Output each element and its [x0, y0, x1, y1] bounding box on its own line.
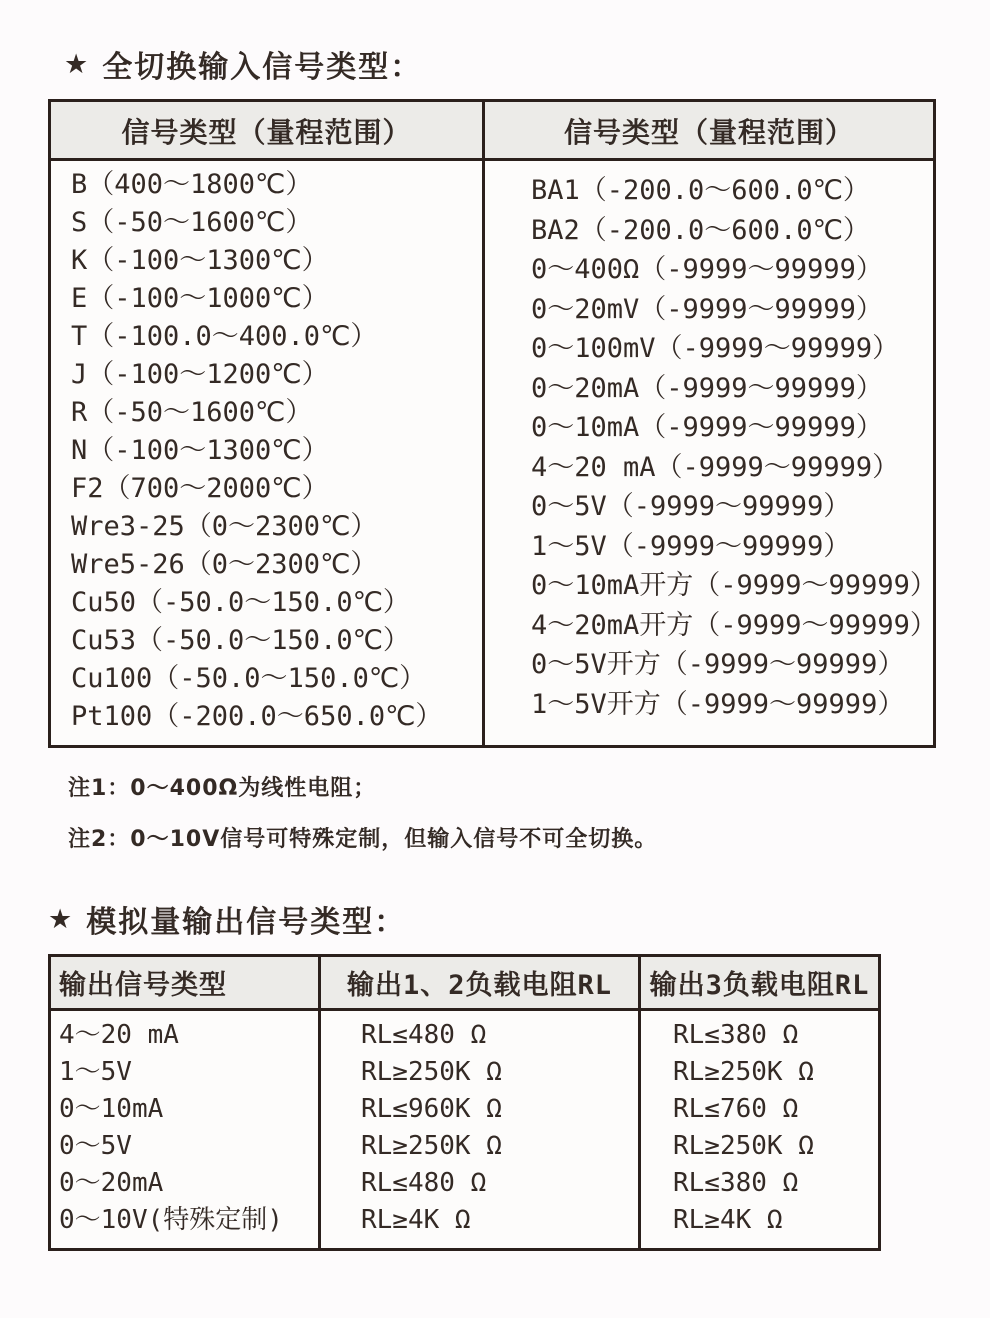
table-row: RL≤480 Ω — [361, 1168, 487, 1198]
table-row: BA1（-200.0～600.0℃） — [531, 175, 870, 206]
table-row: N（-100～1300℃） — [71, 435, 329, 466]
section-title-text: 全切换输入信号类型： — [102, 50, 423, 85]
table-row: Wre5-26（0～2300℃） — [71, 549, 378, 580]
table-row: RL≥250K Ω — [673, 1057, 814, 1087]
table-row: RL≤960K Ω — [361, 1094, 502, 1124]
input-table-body — [51, 161, 937, 745]
table-row: Cu100（-50.0～150.0℃） — [71, 663, 427, 694]
table-row: RL≤760 Ω — [673, 1094, 799, 1124]
input-table-header-right: 信号类型（量程范围） — [563, 116, 854, 149]
table-row: F2（700～2000℃） — [71, 473, 329, 504]
note-1: 注1：0～400Ω为线性电阻； — [68, 776, 377, 801]
input-table-notes — [68, 771, 990, 853]
table-row: RL≤380 Ω — [673, 1168, 799, 1198]
input-signal-section-title — [64, 42, 990, 86]
table-row: 1～5V开方（-9999～99999） — [531, 688, 905, 720]
table-row: 0～5V — [59, 1131, 132, 1161]
table-row: RL≤380 Ω — [673, 1020, 799, 1050]
input-table-right-column — [485, 161, 937, 745]
table-row: 1～5V — [59, 1057, 132, 1087]
table-row: 0～5V开方（-9999～99999） — [531, 649, 905, 680]
output-rl3-column — [641, 1011, 878, 1248]
table-row: 4～20 mA（-9999～99999） — [531, 451, 900, 483]
table-row: 0～20mA（-9999～99999） — [531, 372, 883, 404]
table-row: RL≥250K Ω — [361, 1057, 502, 1087]
table-row: RL≤480 Ω — [361, 1020, 487, 1050]
table-row: S（-50～1600℃） — [71, 207, 313, 238]
output-signal-section-title — [48, 897, 990, 941]
output-type-column — [51, 1011, 321, 1248]
table-row: Cu53（-50.0～150.0℃） — [71, 625, 410, 656]
output-table-body — [51, 1011, 878, 1248]
output-table-header-rl3: 输出3负载电阻RL — [649, 970, 870, 1001]
table-row: 0～10mA — [59, 1094, 164, 1124]
table-row: BA2（-200.0～600.0℃） — [531, 214, 870, 246]
table-row: 4～20 mA — [59, 1020, 179, 1050]
note-2: 注2：0～10V信号可特殊定制，但输入信号不可全切换。 — [68, 827, 658, 852]
table-row: Wre3-25（0～2300℃） — [71, 511, 378, 542]
table-row: J（-100～1200℃） — [71, 359, 329, 390]
table-row: 0～20mA — [59, 1168, 164, 1198]
table-row: RL≥250K Ω — [673, 1131, 814, 1161]
output-table-header-row — [51, 957, 878, 1011]
table-row: RL≥250K Ω — [361, 1131, 502, 1161]
table-row: Cu50（-50.0～150.0℃） — [71, 587, 410, 618]
star-icon: ★ — [48, 903, 73, 935]
table-row: K（-100～1300℃） — [71, 245, 329, 276]
input-table-left-column — [51, 161, 485, 745]
section-title-text: 模拟量输出信号类型： — [86, 905, 407, 940]
output-signal-table — [48, 954, 881, 1251]
output-table-header-type: 输出信号类型 — [51, 957, 321, 1008]
table-row: 0～20mV（-9999～99999） — [531, 293, 883, 325]
spec-sheet-page — [0, 42, 990, 1318]
table-row: RL≥4K Ω — [361, 1205, 471, 1235]
input-table-header-row — [51, 102, 933, 161]
table-row: R（-50～1600℃） — [71, 397, 313, 428]
table-row: 0～100mV（-9999～99999） — [531, 333, 900, 364]
table-row: 0～10mA（-9999～99999） — [531, 412, 883, 443]
table-row: B（400～1800℃） — [71, 169, 313, 200]
table-row: 0～10V(特殊定制) — [59, 1205, 283, 1235]
table-row: 0～5V（-9999～99999） — [531, 491, 851, 522]
table-row: T（-100.0～400.0℃） — [71, 321, 378, 352]
input-signal-table — [48, 99, 936, 748]
table-row: Pt100（-200.0～650.0℃） — [71, 701, 443, 732]
table-row: 0～10mA开方（-9999～99999） — [531, 570, 937, 601]
output-rl12-column — [321, 1011, 641, 1248]
table-row: RL≥4K Ω — [673, 1205, 783, 1235]
table-row: E（-100～1000℃） — [71, 283, 329, 314]
table-row: 0～400Ω（-9999～99999） — [531, 254, 883, 285]
input-table-header-left: 信号类型（量程范围） — [51, 102, 485, 158]
output-table-header-rl12: 输出1、2负载电阻RL — [321, 957, 641, 1008]
star-icon: ★ — [64, 48, 89, 80]
table-row: 4～20mA开方（-9999～99999） — [531, 609, 937, 641]
table-row: 1～5V（-9999～99999） — [531, 530, 851, 562]
